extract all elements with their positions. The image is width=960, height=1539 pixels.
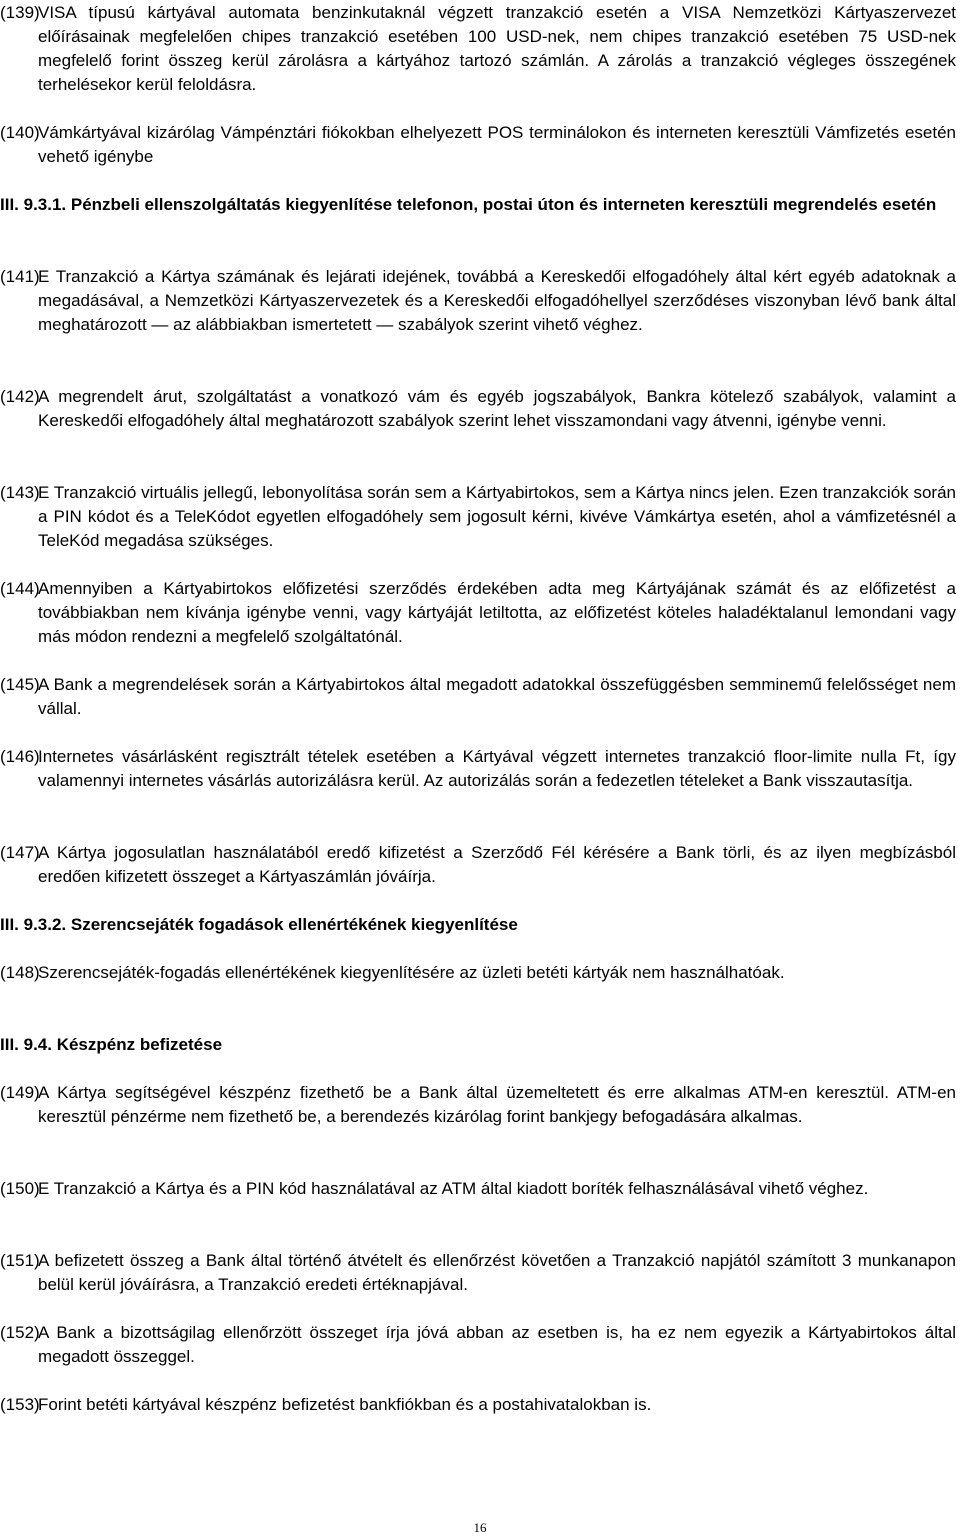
paragraph-text: A Bank a megrendelések során a Kártyabirtokos által megadott adatokkal összefüggésben semminemű felelősséget nem vállal.	[38, 675, 956, 718]
paragraph-text: Vámkártyával kizárólag Vámpénztári fiókokban elhelyezett POS terminálokon és interneten keresztüli Vámfizetés esetén vehető igénybe	[38, 123, 956, 166]
paragraph-number: (152)	[0, 1323, 40, 1342]
paragraph-text: A Bank a bizottságilag ellenőrzött összeget írja jóvá abban az esetben is, ha ez nem egyezik a Kártyabirtokos által megadott összeggel.	[38, 1323, 956, 1366]
paragraph-150	[0, 1177, 956, 1201]
paragraph-text: Forint betéti kártyával készpénz befizetést bankfiókban és a postahivatalokban is.	[38, 1395, 652, 1414]
paragraph-number: (144)	[0, 579, 40, 598]
paragraph-number: (140)	[0, 123, 40, 142]
paragraph-number: (150)	[0, 1179, 40, 1198]
paragraph-text: A Kártya segítségével készpénz fizethető be a Bank által üzemeltetett és erre alkalmas ATM-en keresztül. ATM-en keresztül pénzérme nem fizethető be, a berendezés kizárólag forint bankjegy befogadására alkalmas.	[38, 1083, 956, 1126]
paragraph-149	[0, 1081, 956, 1129]
paragraph-145	[0, 673, 956, 721]
paragraph-text: A Kártya jogosulatlan használatából eredő kifizetést a Szerződő Fél kérésére a Bank törli, és az ilyen megbízásból eredően kifizetett összeget a Kártyaszámlán jóváírja.	[38, 843, 956, 886]
paragraph-number: (141)	[0, 267, 40, 286]
paragraph-number: (145)	[0, 675, 40, 694]
paragraph-140	[0, 121, 956, 169]
paragraph-number: (151)	[0, 1251, 40, 1270]
paragraph-text: A megrendelt árut, szolgáltatást a vonatkozó vám és egyéb jogszabályok, Bankra kötelező szabályok, valamint a Kereskedői elfogadóhely által meghatározott szabályok szerint lehet visszamondani vagy átvenni, igénybe venni.	[38, 387, 956, 430]
paragraph-144	[0, 577, 956, 649]
paragraph-number: (142)	[0, 387, 40, 406]
paragraph-number: (147)	[0, 843, 40, 862]
paragraph-number: (146)	[0, 747, 40, 766]
paragraph-text: Amennyiben a Kártyabirtokos előfizetési szerződés érdekében adta meg Kártyájának számát és az előfizetést a továbbiakban nem kívánja igénybe venni, vagy kártyáját letiltotta, az előfizetést köteles haladéktalanul lemondani vagy más módon rendezni a megfelelő szolgáltatónál.	[38, 579, 956, 646]
paragraph-text: Szerencsejáték-fogadás ellenértékének kiegyenlítésére az üzleti betéti kártyák nem használhatóak.	[38, 963, 785, 982]
paragraph-number: (139)	[0, 3, 40, 22]
paragraph-147	[0, 841, 956, 889]
section-heading-9-3-2: III. 9.3.2. Szerencsejáték fogadások ellenértékének kiegyenlítése	[0, 915, 518, 934]
paragraph-text: E Tranzakció a Kártya számának és lejárati idejének, továbbá a Kereskedői elfogadóhely által kért egyéb adatoknak a megadásával, a Nemzetközi Kártyaszervezetek és a Kereskedői elfogadóhellyel szerződéses viszonyban lévő bank által meghatározott — az alábbiakban ismertetett — szabályok szerint vihető véghez.	[38, 267, 956, 334]
paragraph-text: A befizetett összeg a Bank által történő átvételt és ellenőrzést követően a Tranzakció napjától számított 3 munkanapon belül kerül jóváírásra, a Tranzakció eredeti értéknapjával.	[38, 1251, 956, 1294]
paragraph-text: E Tranzakció virtuális jellegű, lebonyolítása során sem a Kártyabirtokos, sem a Kártya nincs jelen. Ezen tranzakciók során a PIN kódot és a TeleKódot egyetlen elfogadóhely sem jogosult kérni, kivéve Vámkártya esetén, ahol a vámfizetésnél a TeleKód megadása szükséges.	[38, 483, 956, 550]
paragraph-142	[0, 385, 956, 433]
paragraph-153	[0, 1393, 956, 1417]
paragraph-number: (149)	[0, 1083, 40, 1102]
paragraph-number: (143)	[0, 483, 40, 502]
paragraph-148	[0, 961, 956, 985]
paragraph-text: Internetes vásárlásként regisztrált tételek esetében a Kártyával végzett internetes tranzakció floor-limite nulla Ft, így valamennyi internetes vásárlás autorizálásra kerül. Az autorizálás során a fedezetlen tételeket a Bank visszautasítja.	[38, 747, 956, 790]
paragraph-146	[0, 745, 956, 793]
page-number: 16	[473, 1520, 487, 1535]
section-heading-9-4: III. 9.4. Készpénz befizetése	[0, 1035, 223, 1054]
paragraph-number: (153)	[0, 1395, 40, 1414]
paragraph-139	[0, 1, 956, 97]
paragraph-text: E Tranzakció a Kártya és a PIN kód használatával az ATM által kiadott boríték felhasználásával vihető véghez.	[38, 1179, 869, 1198]
paragraph-141	[0, 265, 956, 337]
section-heading-9-3-1: III. 9.3.1. Pénzbeli ellenszolgáltatás kiegyenlítése telefonon, postai úton és interneten keresztüli megrendelés esetén	[0, 195, 937, 214]
paragraph-text: VISA típusú kártyával automata benzinkutaknál végzett tranzakció esetén a VISA Nemzetközi Kártyaszervezet előírásainak megfelelően chipes tranzakció esetében 100 USD-nek, nem chipes tranzakció esetében 75 USD-nek megfelelő forint összeg kerül zárolásra a kártyához tartozó számlán. A zárolás a tranzakció végleges összegének terhelésekor kerül feloldásra.	[38, 3, 956, 94]
paragraph-151	[0, 1249, 956, 1297]
paragraph-number: (148)	[0, 963, 40, 982]
paragraph-152	[0, 1321, 956, 1369]
paragraph-143	[0, 481, 956, 553]
